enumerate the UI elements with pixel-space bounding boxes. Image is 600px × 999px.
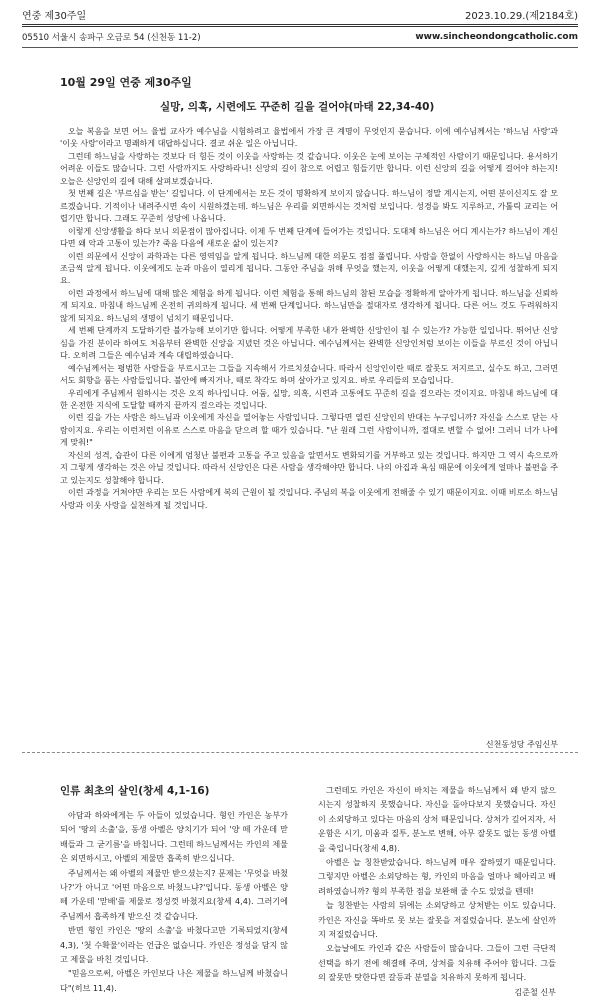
address-divider xyxy=(22,47,578,48)
bulletin-header xyxy=(22,4,578,22)
website-link[interactable]: www.sincheondongcatholic.com xyxy=(415,32,578,42)
parish-address: 05510 서울시 송파구 오금로 54 (신천동 11-2) xyxy=(22,33,201,43)
address-bar xyxy=(22,29,578,45)
homily-title: 실망, 의혹, 시련에도 꾸준히 길을 걸어야(마태 22,34-40) xyxy=(160,101,435,113)
homily-paragraph: 이렇게 신앙생활을 하다 보니 의문점이 많아집니다. 이제 두 번째 단계에 들어가는 것입니다. 도대체 하느님은 어디 계시는가? 하느님이 계신다면 왜 악과 고통이 있는가? 죽음 다음에 새로운 삶이 있는지? xyxy=(60,226,558,249)
section2-right-column xyxy=(318,783,559,999)
issue-date: 2023.10.29.(제2184호) xyxy=(464,11,578,22)
homily-paragraph: 예수님께서는 평범한 사람들을 부르시고는 그들을 지속해서 가르치셨습니다. 따라서 신앙인이란 때로 잘못도 저지르고, 실수도 하고, 그러면서도 회향을 품는 사람들입니다. 불안에 빠지거나, 때로 착각도 하며 살아가고 있지요. 바로 우리들의 모습입니다. xyxy=(60,363,558,386)
section2-title: 인류 최초의 살인(창세 4,1-16) xyxy=(60,785,210,797)
homily-paragraph: 이런 의문에서 신앙이 과학과는 다른 영역임을 알게 됩니다. 하느님께 대한 의문도 점점 풀립니다. 사람을 한없이 사랑하시는 하느님 마음을 조금씩 알게 됩니다. 이웃에게도 눈과 마음이 열리게 됩니다. 그동안 주님을 위해 무엇을 했는지, 이웃을 어떻게 대했는지, 깊게 성찰하게 되지요. xyxy=(60,251,561,286)
homily-date-title: 10월 29일 연중 제30주일 xyxy=(60,76,192,89)
section2-paragraph: 아벨은 늘 칭찬받았습니다. 하느님께 매우 잘하였기 때문입니다. 그렇지만 아벨은 소외당하는 형, 카인의 마음을 얼마나 헤아리고 배려하였습니까? 형의 부족한 점을 보완해 줄 수도 있었을 텐데! xyxy=(318,857,559,896)
header-divider xyxy=(22,24,578,27)
bulletin-name: 연중 제30주일 xyxy=(22,11,87,22)
homily-paragraph: 첫 번째 길은 '부르심을 받는' 길입니다. 이 단계에서는 모든 것이 명확하게 보이지 않습니다. 하느님이 정말 계시는지, 어떤 분이신지도 잘 모르겠습니다. 기적이나 내려주시면 속이 시원하겠는데. 하느님은 우리를 외면하시는 것처럼 보입니다. 성경을 봐도 지루하고, 가톨릭 교리는 어렵기만 합니다. 그래도 꾸준히 성당에 나옵니다. xyxy=(60,189,558,224)
homily-paragraph: 자신의 성격, 습관이 다른 이에게 엄청난 불편과 고통을 주고 있음을 알면서도 변화되기를 거부하고 있는 것입니다. 하지만 그 역시 속으로까지 그렇게 생각하는 것은 아닐 것입니다. 따라서 신앙인은 다른 사람을 생각해야만 합니다. 나의 아집과 욕심 때문에 이웃에게 얼마나 불편을 주고 있는지도 성찰해야 합니다. xyxy=(60,450,558,485)
homily-paragraph: 이런 과정을 거쳐야만 우리는 모든 사람에게 복의 근원이 될 것입니다. 주님의 복을 이웃에게 전해줄 수 있기 때문이지요. 이때 비로소 하느님 사랑과 이웃 사랑을 실천하게 될 것입니다. xyxy=(60,488,561,510)
section2-paragraph: 반면 형인 카인은 '땅의 소출'을 바쳤다고만 기록되었지(창세 4,3), '첫 수확물'이라는 언급은 없습니다. 카인은 정성을 담지 않고 제물을 바친 것입니다. xyxy=(60,925,291,965)
section2-paragraph: 그런데도 카인은 자신이 바치는 제물을 하느님께서 왜 받지 않으시는지 성찰하지 못했습니다. 자신을 돌아다보지 못했습니다. 자신이 소외당하고 있다는 마음의 상처 때문입니다. 상처가 깊어지자, 서운함은 시기, 미움과 질투, 분노로 변해, 아무 잘못도 없는 동생 아벨을 죽입니다(창세 4,8). xyxy=(318,785,556,853)
section2-author: 김준철 신부 xyxy=(514,986,556,997)
homily-paragraph: 그런데 하느님을 사랑하는 것보다 더 힘든 것이 이웃을 사랑하는 것 같습니다. 이웃은 눈에 보이는 구체적인 사람이기 때문입니다. 용서하기 어려운 이들도 많습니다. 그런 사람까지도 사랑하라니! 신앙의 길이 참으로 어렵고 힘들기만 합니다. 이런 신앙의 길을 어떻게 걸어야 하는지! 오늘은 신앙인의 길에 대해 살펴보겠습니다. xyxy=(60,151,561,186)
section-divider xyxy=(22,752,578,753)
section2-paragraph: "믿음으로써, 아벨은 카인보다 나은 제물을 하느님께 바쳤습니다"(히브 11,4). xyxy=(60,968,288,993)
homily-paragraph: 이런 길을 가는 사람은 하느님과 이웃에게 자신을 열어놓는 사람입니다. 그렇다면 열린 신앙인의 반대는 누구입니까? 자신을 스스로 닫는 사람이지요. 우리는 이런저런 이유로 스스로 마음을 닫으려 할 때가 있습니다. "난 원래 그런 사람이니까, 절대로 변할 수 없어! 그러니 너가 나에게 맞춰!" xyxy=(60,413,558,448)
section2-paragraph: 주님께서는 왜 아벨의 제물만 받으셨는지? 문제는 '무엇을 바쳤나?'가 아니고 '어떤 마음으로 바쳤느냐?'입니다. 동생 아벨은 양 떼 가운데 '맏배'를 제물로 정성껏 바쳤지요(창세 4,4). 그러기에 주님께서 흡족하게 받으신 것 같습니다. xyxy=(60,867,291,921)
homily-paragraph: 이런 과정에서 하느님에 대해 많은 체험을 하게 됩니다. 이런 체험을 통해 하느님의 참된 모습을 정확하게 알아가게 됩니다. 하느님을 신뢰하게 되지요. 마침내 하느님께 온전히 귀의하게 됩니다. 세 번째 단계입니다. 하느님만을 절대자로 생각하게 됩니다. 다른 어느 것도 두려워하지 않게 되지요. 하느님의 생명이 넘치기 때문입니다. xyxy=(60,288,561,323)
section2-left-column xyxy=(60,808,291,995)
section2-paragraph: 오늘날에도 카인과 같은 사람들이 많습니다. 그들이 그런 극단적 선택을 하기 전에 해결해 주며, 상처를 치유해 주어야 합니다. 그들의 잘못만 탓한다면 갈등과 분열을 치유하지 못하게 됩니다. xyxy=(318,943,559,983)
homily-body xyxy=(60,126,561,512)
section2-paragraph: 늘 칭찬받는 사람의 뒤에는 소외당하고 상처받는 이도 있습니다. 카인은 자신을 똑바로 못 보는 잘못을 저질렀습니다. 분노에 살인까지 저질렀습니다. xyxy=(318,900,559,940)
homily-signature: 신천동성당 주임신부 xyxy=(485,740,558,749)
homily-paragraph: 오늘 복음을 보면 어느 율법 교사가 예수님을 시험하려고 율법에서 가장 큰 계명이 무엇인지 묻습니다. 이에 예수님께서는 '하느님 사랑'과 '이웃 사랑'이라고 명쾌하게 대답하십니다. 결코 쉬운 일은 아닙니다. xyxy=(60,127,561,149)
homily-paragraph: 세 번째 단계까지 도달하기란 불가능해 보이기만 합니다. 어떻게 부족한 내가 완벽한 신앙인이 될 수 있는가? 가능한 일입니다. 뛰어난 신앙심을 가진 분이라 하여도 처음부터 완벽한 신앙을 지녔던 것은 아닙니다. 예수님께서는 완벽한 신앙인처럼 보이는 이들을 부르신 것이 아닙니다. 오히려 그들은 예수님과 계속 대립하였습니다. xyxy=(60,326,558,361)
section2-paragraph: 아담과 하와에게는 두 아들이 있었습니다. 형인 카인은 농부가 되어 '땅의 소출'을, 동생 아벨은 양치기가 되어 '양 떼 가운데 맏배들과 그 굳기름'을 바칩니다. 그런데 하느님께서는 카인의 제물은 외면하시고, 아벨의 제물만 흡족히 받으십니다. xyxy=(60,810,291,864)
homily-paragraph: 우리에게 주님께서 원하시는 것은 오직 하나입니다. 어둠, 실망, 의혹, 시련과 고통에도 꾸준히 길을 걸으라는 것이지요. 마침내 하느님에 대한 온전한 지식에 도달할 때까지 끝까지 걸으라는 것입니다. xyxy=(60,388,558,410)
